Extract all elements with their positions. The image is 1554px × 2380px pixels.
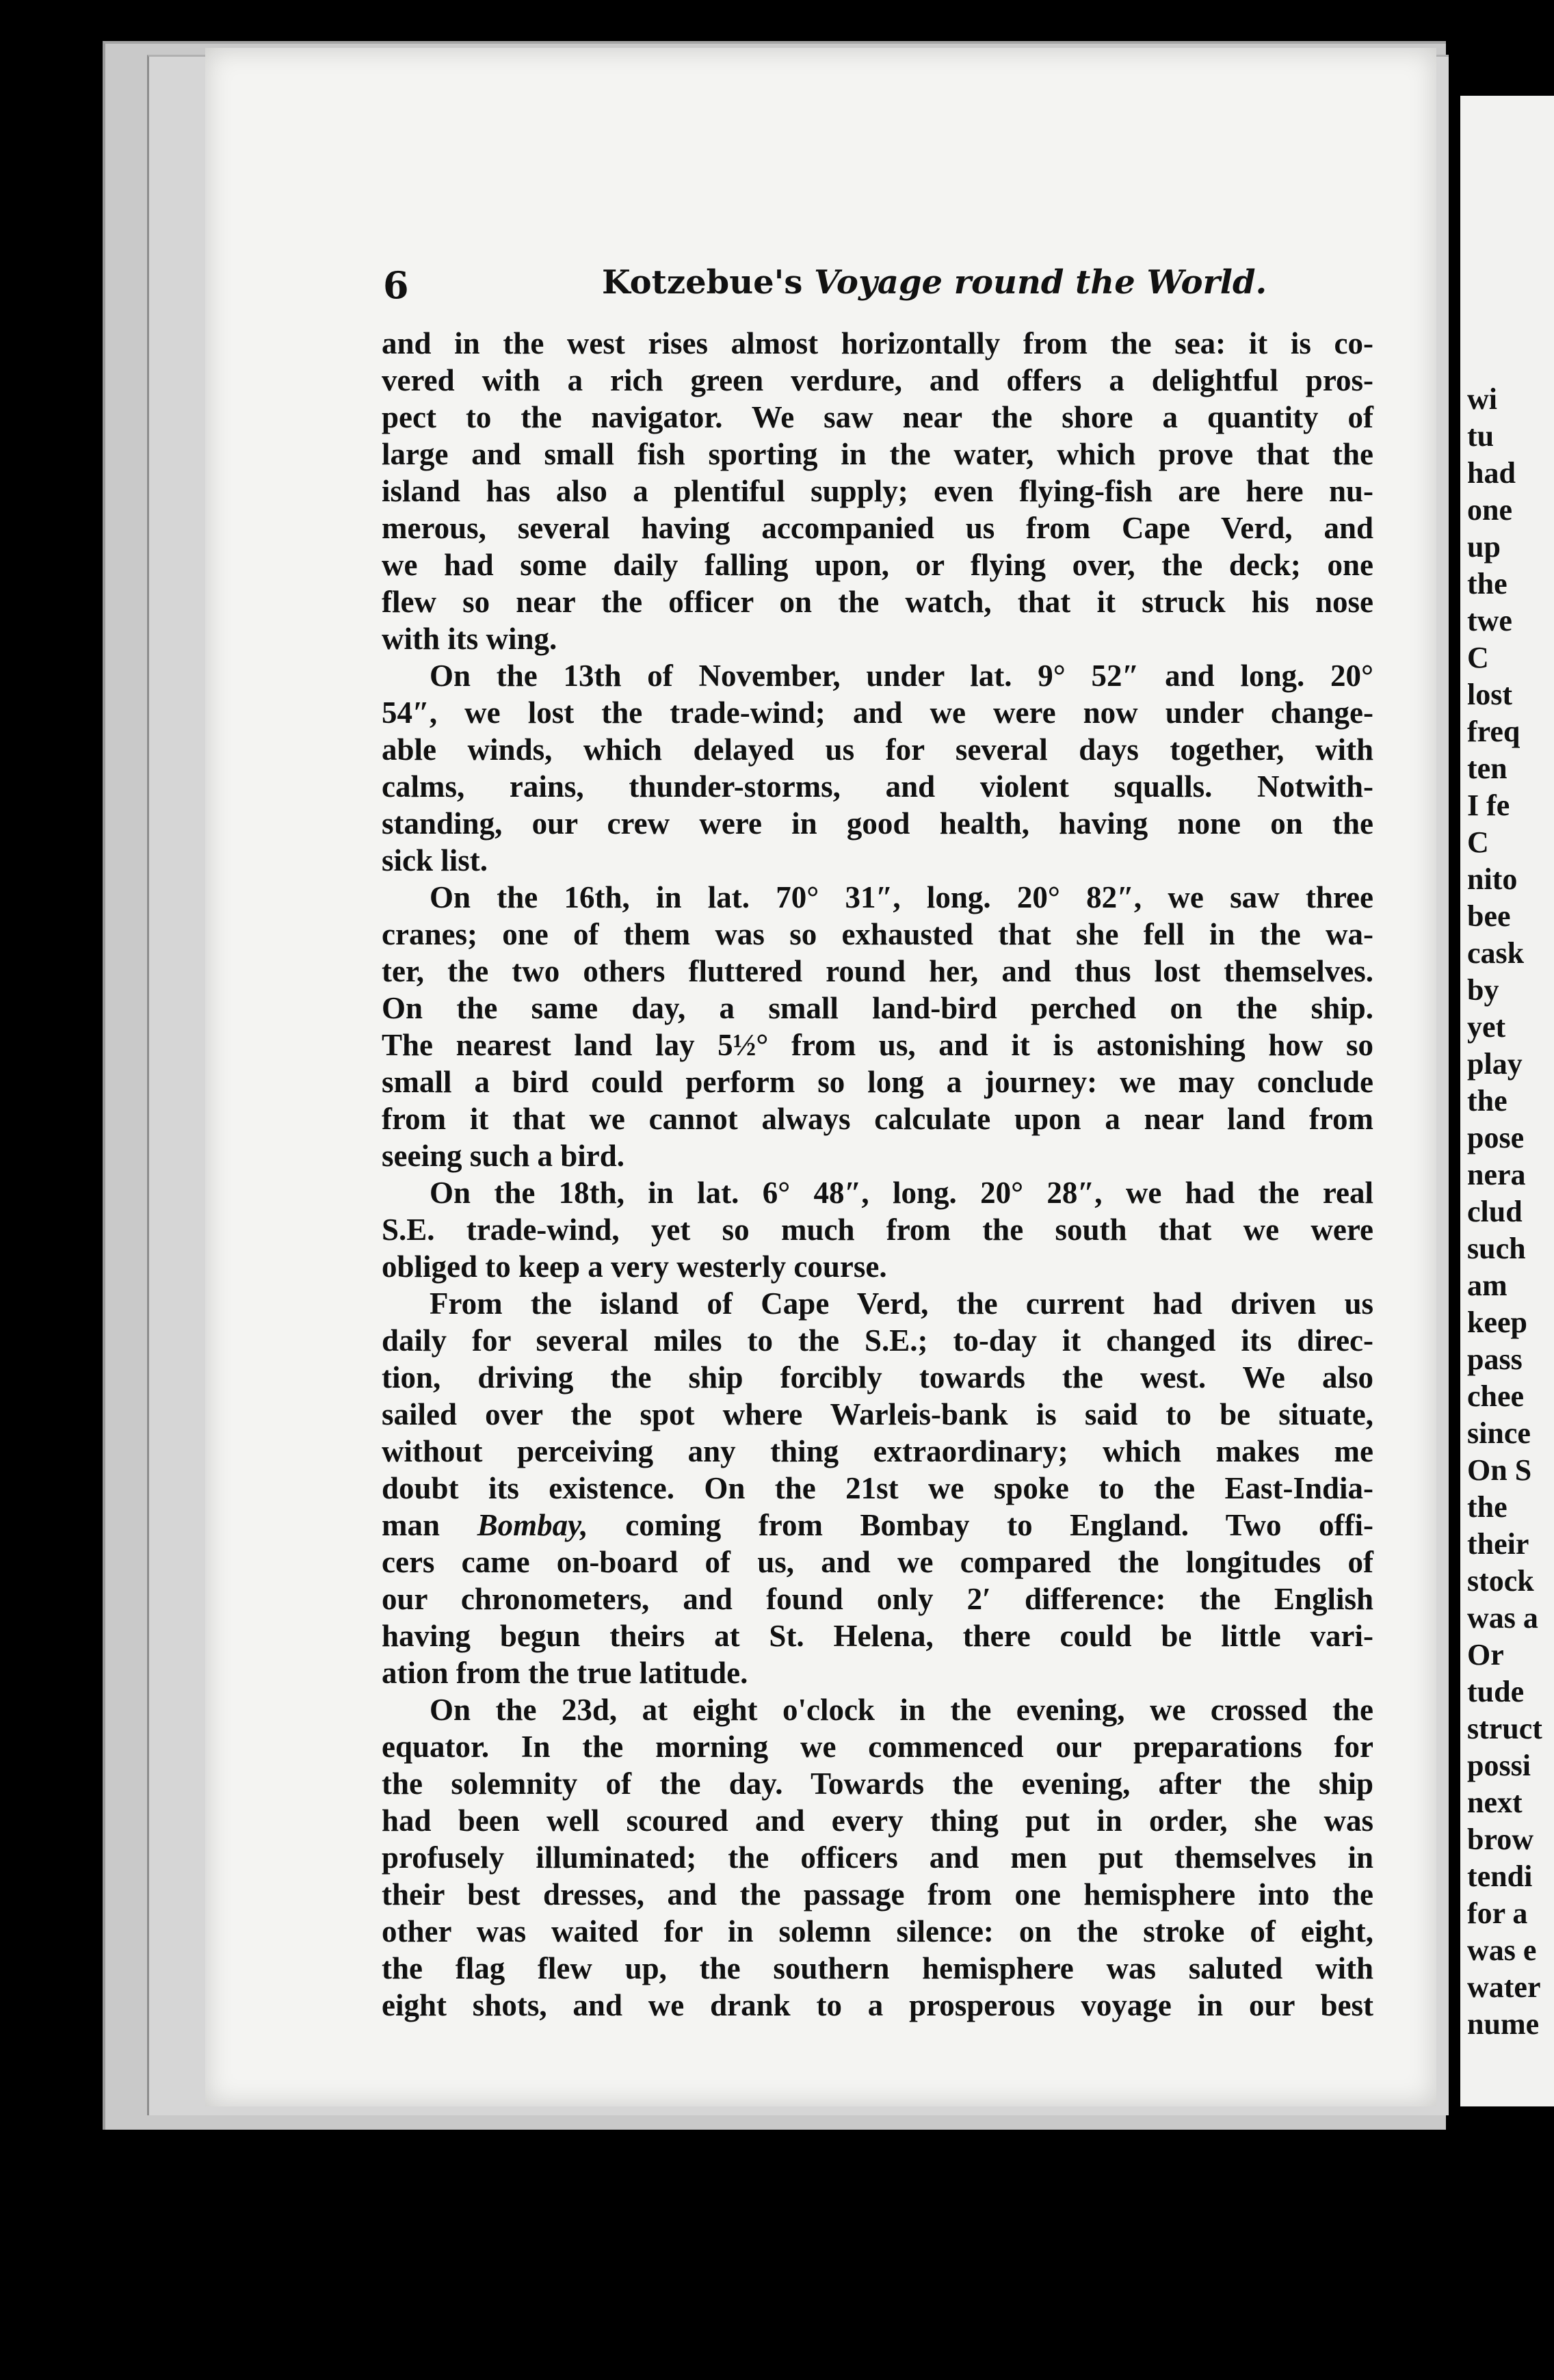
facing-page-text: the: [1467, 1490, 1507, 1524]
text-line: had been well scoured and every thing put in order, she was: [382, 1803, 1373, 1838]
text-line: the solemnity of the day. Towards the evening, after the ship: [382, 1767, 1373, 1801]
text-line: ter, the two others fluttered round her, and thus lost themselves.: [382, 954, 1373, 988]
facing-page-text: up: [1467, 530, 1501, 564]
facing-page-text: am: [1467, 1269, 1507, 1302]
facing-page-text: pass: [1467, 1343, 1523, 1376]
text-line: vered with a rich green verdure, and offers a delightful pros-: [382, 363, 1373, 397]
text-line: eight shots, and we drank to a prosperous voyage in our best: [382, 1988, 1373, 2022]
facing-page-text: for a: [1467, 1896, 1528, 1930]
text-line: we had some daily falling upon, or flying over, the deck; one: [382, 548, 1373, 582]
running-title-author: Kotzebue's: [602, 263, 803, 302]
text-line: other was waited for in solemn silence: on the stroke of eight,: [382, 1914, 1373, 1948]
text-line: able winds, which delayed us for several days together, with: [382, 732, 1373, 767]
facing-page-fragment: [1460, 96, 1554, 2106]
text-line: island has also a plentiful supply; even flying-fish are here nu-: [382, 474, 1373, 508]
facing-page-text: brow: [1467, 1823, 1533, 1856]
facing-page-text: clud: [1467, 1195, 1523, 1228]
facing-page-text: stock: [1467, 1564, 1534, 1598]
text-line: with its wing.: [382, 622, 557, 656]
facing-page-text: bee: [1467, 899, 1511, 933]
text-line: calms, rains, thunder-storms, and violent squalls. Notwith-: [382, 769, 1373, 804]
facing-page-text: On S: [1467, 1453, 1532, 1487]
facing-page-text: tu: [1467, 419, 1494, 453]
facing-page-text: C: [1467, 641, 1489, 674]
facing-page-text: keep: [1467, 1306, 1527, 1339]
text-line: On the 13th of November, under lat. 9° 52″ and long. 20°: [430, 659, 1373, 693]
facing-page-text: since: [1467, 1416, 1531, 1450]
text-line: tion, driving the ship forcibly towards the west. We also: [382, 1360, 1373, 1394]
text-line: the flag flew up, the southern hemisphere was saluted with: [382, 1951, 1373, 1985]
text-line: without perceiving any thing extraordinary; which makes me: [382, 1434, 1373, 1468]
facing-page-text: ten: [1467, 752, 1507, 785]
text-line-rest: coming from Bombay to England. Two offi-: [625, 1508, 1374, 1542]
facing-page-text: C: [1467, 825, 1489, 859]
text-line: small a bird could perform so long a journey: we may conclude: [382, 1065, 1373, 1099]
text-line: [382, 1507, 1373, 1544]
text-line: from it that we cannot always calculate upon a near land from: [382, 1102, 1373, 1136]
ship-name: Bombay,: [477, 1508, 588, 1542]
text-line-start: man: [382, 1508, 440, 1542]
text-line: seeing such a bird.: [382, 1139, 625, 1173]
text-line: flew so near the officer on the watch, that it struck his nose: [382, 585, 1373, 619]
text-line: large and small fish sporting in the water, which prove that the: [382, 437, 1373, 471]
facing-page-text: freq: [1467, 715, 1520, 748]
page-body: [382, 325, 1373, 2024]
facing-page-text: chee: [1467, 1379, 1525, 1413]
text-line: standing, our crew were in good health, having none on the: [382, 806, 1373, 841]
facing-page-text: struct: [1467, 1712, 1542, 1745]
page-header: [383, 263, 1375, 311]
facing-page-text: twe: [1467, 604, 1512, 637]
text-line: obliged to keep a very westerly course.: [382, 1250, 887, 1284]
text-line: daily for several miles to the S.E.; to-day it changed its direc-: [382, 1323, 1373, 1358]
text-line: profusely illuminated; the officers and men put themselves in: [382, 1840, 1373, 1875]
facing-page-text: lost: [1467, 678, 1512, 711]
text-line: and in the west rises almost horizontally from the sea: it is co-: [382, 326, 1373, 360]
text-line: 54″, we lost the trade-wind; and we were now under change-: [382, 696, 1373, 730]
text-line: sick list.: [382, 843, 488, 877]
text-line: sailed over the spot where Warleis-bank is said to be situate,: [382, 1397, 1373, 1431]
facing-page-text: cask: [1467, 936, 1525, 970]
facing-page-text: water: [1467, 1970, 1541, 2004]
facing-page-text: the: [1467, 567, 1507, 600]
text-line: S.E. trade-wind, yet so much from the south that we were: [382, 1213, 1373, 1247]
facing-page-text: nera: [1467, 1158, 1526, 1191]
facing-page-text: yet: [1467, 1010, 1506, 1044]
text-line: pect to the navigator. We saw near the shore a quantity of: [382, 400, 1373, 434]
text-line: our chronometers, and found only 2′ difference: the English: [382, 1582, 1373, 1616]
facing-page-text: such: [1467, 1232, 1526, 1265]
facing-page-text: by: [1467, 973, 1499, 1007]
text-line: On the 16th, in lat. 70° 31″, long. 20° 82″, we saw three: [430, 880, 1373, 914]
text-line: On the 18th, in lat. 6° 48″, long. 20° 28″, we had the real: [430, 1176, 1373, 1210]
text-line: On the same day, a small land-bird perched on the ship.: [382, 991, 1373, 1025]
facing-page-text: tude: [1467, 1675, 1525, 1708]
facing-page-text: nito: [1467, 862, 1518, 896]
facing-page-text: nume: [1467, 2007, 1540, 2041]
text-line: doubt its existence. On the 21st we spoke to the East-India-: [382, 1471, 1373, 1505]
running-title-work: Voyage round the World.: [814, 263, 1267, 302]
facing-page-text: tendi: [1467, 1860, 1533, 1893]
facing-page-text: play: [1467, 1047, 1523, 1081]
text-line: merous, several having accompanied us from Cape Verd, and: [382, 511, 1373, 545]
text-line: From the island of Cape Verd, the current had driven us: [430, 1286, 1373, 1321]
facing-page-text: I fe: [1467, 789, 1510, 822]
running-title: [602, 263, 1267, 302]
text-line: The nearest land lay 5½° from us, and it is astonishing how so: [382, 1028, 1373, 1062]
facing-page-text: Or: [1467, 1638, 1504, 1671]
text-line: having begun theirs at St. Helena, there could be little vari-: [382, 1619, 1373, 1653]
text-line: cers came on-board of us, and we compared the longitudes of: [382, 1545, 1373, 1579]
facing-page-text: had: [1467, 456, 1516, 490]
facing-page-text: was a: [1467, 1601, 1538, 1635]
facing-page-text: pose: [1467, 1121, 1525, 1154]
facing-page-text: the: [1467, 1084, 1507, 1118]
page-number: 6: [383, 263, 409, 307]
facing-page-text: wi: [1467, 382, 1497, 416]
facing-page-text: was e: [1467, 1933, 1537, 1967]
facing-page-text: possi: [1467, 1749, 1531, 1782]
text-line: cranes; one of them was so exhausted that she fell in the wa-: [382, 917, 1373, 951]
facing-page-text: one: [1467, 493, 1512, 527]
facing-page-text: their: [1467, 1527, 1529, 1561]
facing-page-text: next: [1467, 1786, 1523, 1819]
text-line: ation from the true latitude.: [382, 1656, 748, 1690]
text-line: equator. In the morning we commenced our preparations for: [382, 1730, 1373, 1764]
text-line: their best dresses, and the passage from one hemisphere into the: [382, 1877, 1373, 1912]
text-line: On the 23d, at eight o'clock in the evening, we crossed the: [430, 1693, 1373, 1727]
